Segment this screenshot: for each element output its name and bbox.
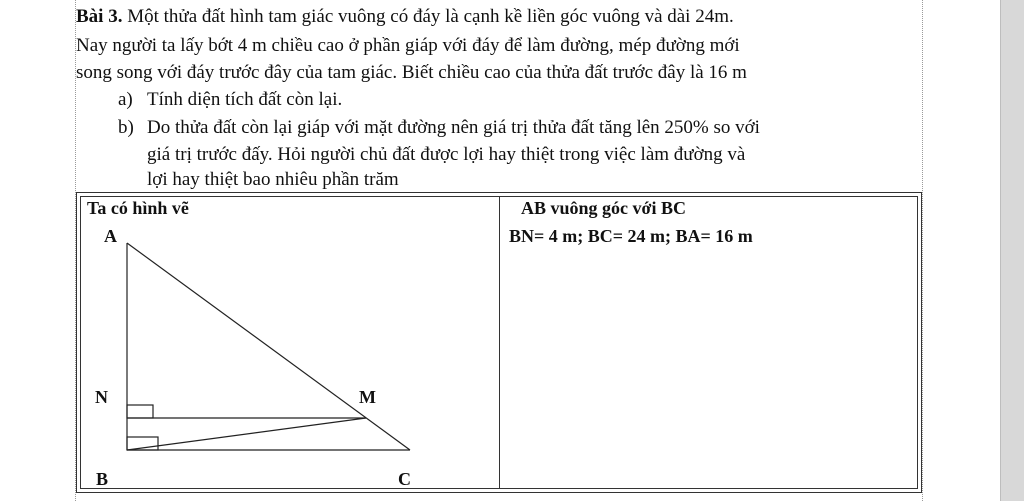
part-b-label: b) [118, 117, 134, 138]
right-cell-heading: AB vuông góc với BC [521, 198, 686, 218]
problem-text-1: Một thửa đất hình tam giác vuông có đáy là cạnh kề liền góc vuông và dài 24m. [127, 6, 734, 27]
part-a-text: Tính diện tích đất còn lại. [147, 89, 343, 110]
part-a-label: a) [118, 89, 133, 110]
side-ac [127, 243, 410, 450]
window-edge [1000, 0, 1024, 501]
right-cell-values: BN= 4 m; BC= 24 m; BA= 16 m [509, 226, 753, 246]
part-b-text-3: lợi hay thiệt bao nhiêu phần trăm [147, 169, 399, 190]
point-label-b: B [96, 469, 109, 489]
problem-number: Bài 3. [76, 6, 123, 27]
right-angle-mark-n [127, 405, 153, 418]
point-label-m: M [359, 387, 376, 407]
problem-line-3: song song với đáy trước đây của tam giác. Biết chiều cao của thửa đất trước đây là 16 m [76, 62, 747, 83]
left-cell-heading: Ta có hình vẽ [87, 198, 189, 218]
part-b-text-2: giá trị trước đấy. Hỏi người chủ đất được lợi hay thiệt trong việc làm đường và [147, 144, 746, 165]
point-label-n: N [95, 387, 108, 407]
point-label-c: C [398, 469, 411, 489]
problem-line-2: Nay người ta lấy bớt 4 m chiều cao ở phần giáp với đáy để làm đường, mép đường mới [76, 35, 740, 56]
part-b-text-1: Do thửa đất còn lại giáp với mặt đường nên giá trị thửa đất tăng lên 250% so với [147, 117, 760, 138]
segment-bm [127, 418, 366, 450]
point-label-a: A [104, 226, 117, 246]
